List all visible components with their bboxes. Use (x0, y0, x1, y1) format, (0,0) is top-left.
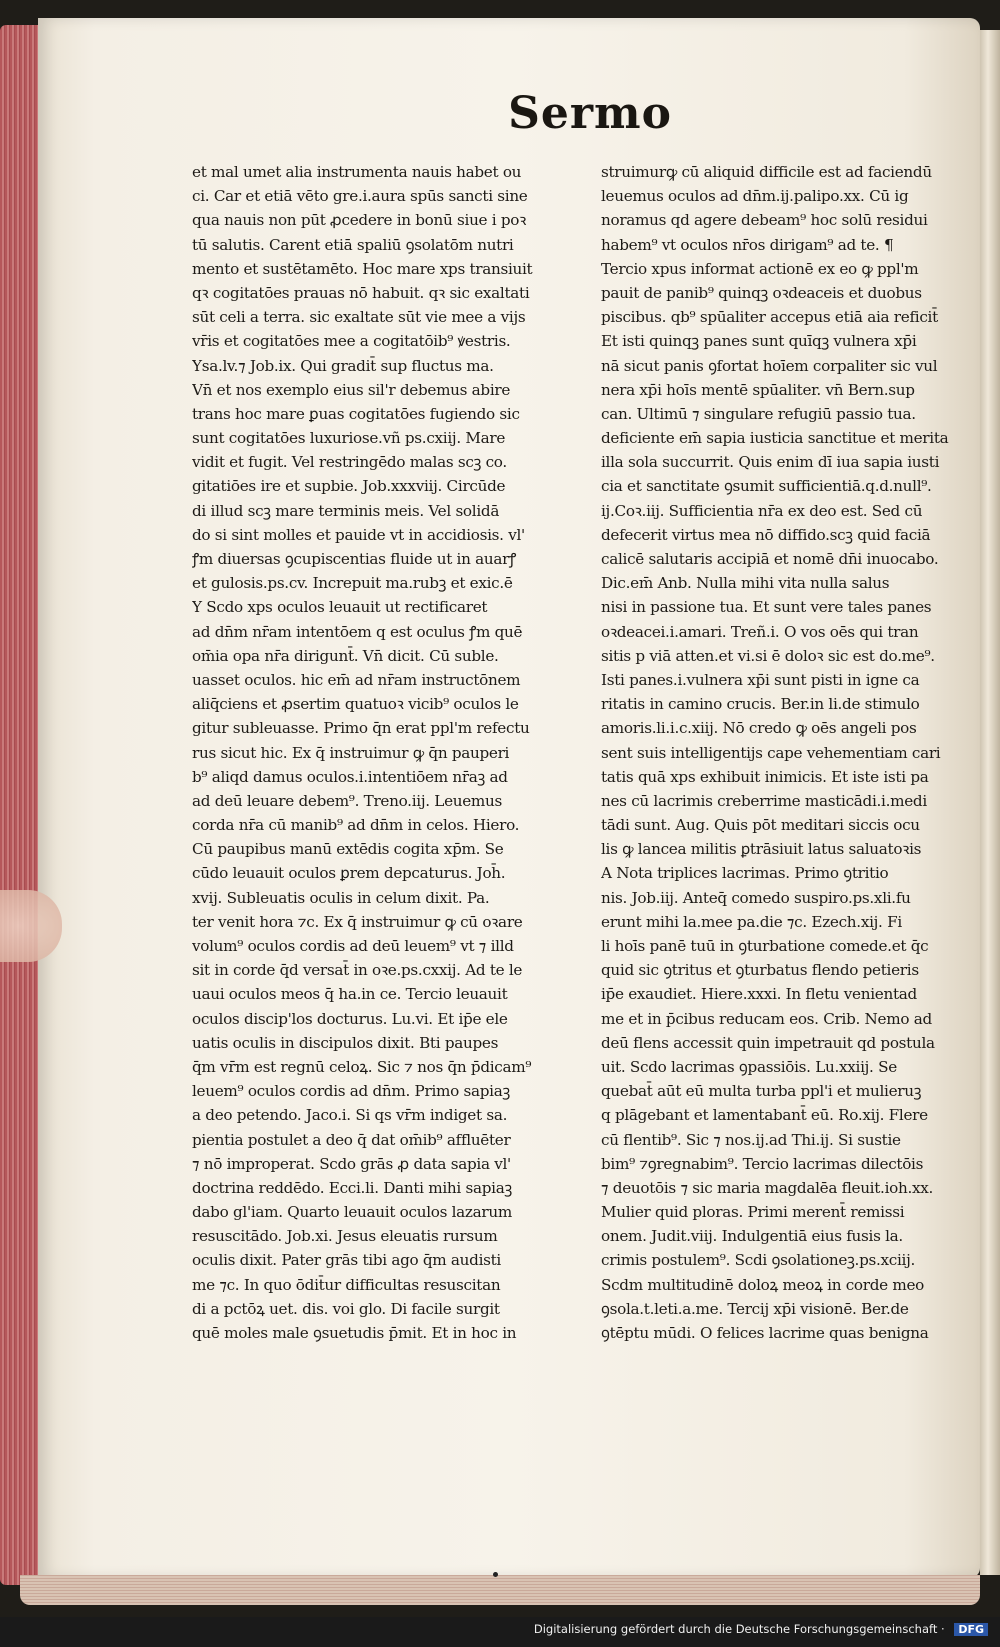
book-right-edge (980, 30, 1000, 1575)
text-line: Isti panes.i.vulnera xp̄i sunt pisti in igne ca (601, 670, 920, 689)
text-line: nes cū lacrimis creberrime masticādi.i.medi (601, 791, 927, 810)
thumb (0, 890, 62, 962)
text-line: di illud scꝫ mare terminis meis. Vel solidā (192, 501, 500, 520)
text-line: calicē salutaris accipiā et nomē dn̄i inuocabo. (601, 550, 939, 568)
text-line: cūdo leuauit oculos ꝑrem depcaturus. Joh̄. (192, 864, 506, 883)
text-line: oꝛdeacei.i.amari. Treñ.i. O vos oēs qui tran (601, 622, 919, 641)
text-line: li hoīs panē tuū in ꝯturbatione comede.et q̄c (601, 937, 929, 955)
text-line: Vn̄ et nos exemplo eius sil'r debemus abire (192, 380, 511, 399)
text-line: sunt cogitatōes luxuriose.vñ ps.cxiij. Mare (192, 429, 506, 448)
text-line: quebat̄ aūt eū multa turba ppl'i et mulieruꝫ (601, 1082, 922, 1101)
text-line: leuem⁹ oculos cordis ad dn̄m. Primo sapiaꝫ (192, 1082, 510, 1101)
text-line: quē moles male ꝯsuetudis p̄mit. Et in hoc in (192, 1324, 517, 1342)
text-line: me et in p̄cibus reducam eos. Crib. Nemo ad (601, 1009, 932, 1028)
text-line: do si sint molles et pauide vt in accidiosis. vl' (192, 525, 525, 544)
text-line: deū flens accessit quin impetrauit qd postula (601, 1033, 935, 1052)
text-line: sent suis intelligentijs cape vehementiam cari (601, 743, 941, 762)
text-line: piscibus. qb⁹ spūaliter accepus etiā aia reficit̄ (601, 308, 938, 327)
text-line: Et isti quinqꝫ panes sunt quīqꝫ vulnera xp̄i (601, 332, 917, 351)
text-line: xvij. Subleuatis oculis in celum dixit. Pa. (192, 888, 490, 907)
text-line: sūt celi a terra. sic exaltate sūt vie mee a vijs (192, 308, 526, 327)
right-text-column (601, 160, 951, 1345)
text-line: cia et sanctitate ꝯsumit sufficientiā.q.d.null⁹. (601, 477, 932, 496)
text-line: et mal umet alia instrumenta nauis habet ou (192, 163, 522, 181)
footer-credit: Digitalisierung gefördert durch die Deutsche Forschungsgemeinschaft · (533, 1622, 945, 1636)
text-line: uit. Scdo lacrimas ꝯpassiōis. Lu.xxiij. Se (601, 1057, 897, 1076)
text-line: corda nr̄a cū manib⁹ ad dn̄m in celos. Hiero. (192, 816, 520, 835)
text-line: ip̄e exaudiet. Hiere.xxxi. In fletu venientad (601, 985, 917, 1004)
text-line: ci. Car et etiā vēto gre.i.aura spūs sancti sine (192, 187, 528, 206)
text-line: lis ꝙ lancea militis ꝑtrāsiuit latus saluatoꝛis (601, 840, 922, 859)
text-line: a deo petendo. Jaco.i. Si qs vr̄m indiget sa. (192, 1106, 508, 1125)
text-line: sitis p viā atten.et vi.si ē doloꝛ sic est do.me⁹. (601, 646, 935, 665)
text-line: ⁊ nō improperat. Scdo grās ꝓ data sapia vl' (192, 1154, 511, 1173)
text-line: ⁊ deuotōis ⁊ sic maria magdalēa fleuit.ioh.xx. (601, 1178, 934, 1197)
text-line: q plāgebant et lamentabant̄ eū. Ro.xij. Flere (601, 1106, 928, 1125)
text-line: Tercio xpus informat actionē ex eo ꝙ ppl'm (601, 259, 919, 278)
text-line: illa sola succurrit. Quis enim dī iua sapia iusti (601, 453, 940, 472)
text-line: quid sic ꝯtritus et ꝯturbatus flendo petieris (601, 961, 919, 980)
text-line: qꝛ cogitatōes prauas nō habuit. qꝛ sic exaltati (192, 283, 530, 302)
text-line: om̄ia opa nr̄a dirigunt̄. Vn̄ dicit. Cū suble. (192, 646, 499, 665)
text-line: q̄m vr̄m est regnū celoꝝ. Sic ⁊ nos q̄n p̄dicam⁹ (192, 1057, 532, 1076)
left-text-column (192, 160, 567, 1345)
text-line: Scdm multitudinē doloꝝ meoꝝ in corde meo (601, 1275, 924, 1294)
text-line: Mulier quid ploras. Primi merent̄ remissi (601, 1203, 905, 1222)
text-line: mento et sustētamēto. Hoc mare xps transiuit (192, 259, 533, 278)
text-line: defecerit virtus mea nō diffido.scꝫ quid faciā (601, 525, 931, 544)
text-line: gitatiōes ire et supbie. Job.xxxviij. Circūde (192, 477, 506, 496)
text-line: noramus qd agere debeam⁹ hoc solū residui (601, 211, 928, 230)
footer-bar (0, 1617, 1000, 1647)
text-line: nis. Job.iij. Anteq̄ comedo suspiro.ps.xli.fu (601, 888, 911, 907)
text-line: cū flentib⁹. Sic ⁊ nos.ij.ad Thi.ij. Si sustie (601, 1130, 901, 1149)
text-line: tū salutis. Carent etiā spaliū ꝯsolatōm nutri (192, 235, 514, 254)
text-line: uaui oculos meos q̄ ha.in ce. Tercio leuauit (192, 985, 508, 1004)
text-line: erunt mihi la.mee pa.die ⁊c. Ezech.xij. Fi (601, 912, 902, 931)
text-line: ter venit hora ⁊c. Ex q̄ instruimur ꝙ cū oꝛare (192, 912, 523, 931)
text-line: oculos discip'los docturus. Lu.vi. Et ip̄e ele (192, 1009, 508, 1028)
text-line: nā sicut panis ꝯfortat hoīem corpaliter sic vul (601, 356, 938, 375)
text-line: deficiente em̄ sapia iusticia sanctitue et merita (601, 429, 949, 448)
text-line: sit in corde q̄d versat̄ in oꝛe.ps.cxxij. Ad te le (192, 961, 523, 980)
text-line: dabo gl'iam. Quarto leuauit oculos lazarum (192, 1203, 512, 1222)
text-line: tatis quā xps exhibuit inimicis. Et iste isti pa (601, 767, 929, 786)
text-line: vidit et fugit. Vel restringēdo malas scꝫ co. (192, 453, 507, 472)
text-line: ad dn̄m nr̄am intentōem q est oculus ꝭm quē (192, 622, 523, 641)
text-line: ꝭm diuersas ꝯcupiscentias fluide ut in auarꝭ (192, 550, 516, 568)
text-line: nisi in passione tua. Et sunt vere tales panes (601, 598, 932, 617)
text-line: struimurꝙ cū aliquid difficile est ad faciendū (601, 163, 932, 181)
text-line: can. Ultimū ⁊ singulare refugiū passio tua. (601, 404, 916, 423)
text-line: Dic.em̄ Anb. Nulla mihi vita nulla salus (601, 574, 890, 593)
running-title: Sermo (508, 88, 672, 139)
text-line: nera xp̄i hoīs mentē spūaliter. vn̄ Bern.sup (601, 380, 915, 399)
text-line: volum⁹ oculos cordis ad deū leuem⁹ vt ⁊ illd (192, 937, 514, 955)
text-line: onem. Judit.viij. Indulgentiā eius fusis la. (601, 1227, 903, 1246)
text-line: tādi sunt. Aug. Quis pōt meditari siccis ocu (601, 816, 920, 835)
text-line: di a pctōꝝ uet. dis. voi glo. Di facile surgit (192, 1299, 500, 1318)
text-line: me ⁊c. In quo ōdit̄ur difficultas resuscitan (192, 1275, 501, 1294)
text-line: Cū paupibus manū extēdis cogita xp̄m. Se (192, 840, 504, 859)
text-line: trans hoc mare ꝑuas cogitatōes fugiendo sic (192, 404, 520, 423)
text-line: ꝯsola.t.leti.a.me. Tercij xp̄i visionē. Ber.de (601, 1299, 909, 1318)
text-line: habem⁹ vt oculos nr̄os dirigam⁹ ad te. ¶ (601, 235, 894, 254)
text-line: ad deū leuare debem⁹. Treno.iij. Leuemus (192, 791, 503, 810)
text-line: rus sicut hic. Ex q̄ instruimur ꝙ q̄n pauperi (192, 743, 510, 762)
footer-credit-wrap (534, 1622, 988, 1636)
text-line: vr̄is et cogitatōes mee a cogitatōib⁹ ꝟestris. (192, 332, 511, 351)
text-line: resuscitādo. Job.xi. Jesus eleuatis rursum (192, 1227, 498, 1246)
book-bottom-edge (20, 1575, 980, 1605)
text-line: ritatis in camino crucis. Ber.in li.de stimulo (601, 695, 920, 714)
dfg-logo: DFG (954, 1623, 988, 1636)
text-line: crimis postulem⁹. Scdi ꝯsolationeꝫ.ps.xciij. (601, 1251, 916, 1270)
text-line: qua nauis non pūt ꝓcedere in bonū siue i poꝛ (192, 211, 527, 230)
text-line: uasset oculos. hic em̄ ad nr̄am instructōnem (192, 670, 521, 689)
text-line: A Nota triplices lacrimas. Primo ꝯtritio (601, 864, 889, 883)
text-line: aliq̄ciens et ꝓsertim quatuoꝛ vicib⁹ oculos le (192, 695, 519, 714)
text-line: bim⁹ ⁊ꝯregnabim⁹. Tercio lacrimas dilectōis (601, 1154, 924, 1173)
text-line: Ysa.lv.⁊ Job.ix. Qui gradit̄ sup fluctus ma. (192, 356, 494, 375)
text-line: gitur subleuasse. Primo q̄n erat ppl'm refectu (192, 719, 530, 738)
text-line: ꝯtēptu mūdi. O felices lacrime quas benigna (601, 1324, 929, 1342)
text-line: oculis dixit. Pater grās tibi ago q̄m audisti (192, 1251, 501, 1270)
text-line: pientia postulet a deo q̄ dat om̄ib⁹ affluēter (192, 1130, 511, 1149)
text-line: leuemus oculos ad dn̄m.ij.palipo.xx. Cū ig (601, 187, 909, 206)
page-dot (493, 1572, 498, 1577)
text-line: doctrina reddēdo. Ecci.li. Danti mihi sapiaꝫ (192, 1178, 512, 1197)
text-line: ij.Coꝛ.iij. Sufficientia nr̄a ex deo est. Sed cū (601, 501, 923, 520)
text-line: b⁹ aliqd damus oculos.i.intentiōem nr̄aꝫ ad (192, 767, 508, 786)
text-line: amoris.li.i.c.xiij. Nō credo ꝙ oēs angeli pos (601, 719, 917, 738)
text-line: et gulosis.ps.cv. Increpuit ma.rubꝫ et exic.ē (192, 574, 513, 593)
text-line: Y Scdo xps oculos leuauit ut rectificaret (192, 598, 488, 617)
text-line: pauit de panib⁹ quinqꝫ oꝛdeaceis et duobus (601, 283, 922, 302)
text-line: uatis oculis in discipulos dixit. Bti paupes (192, 1033, 499, 1052)
